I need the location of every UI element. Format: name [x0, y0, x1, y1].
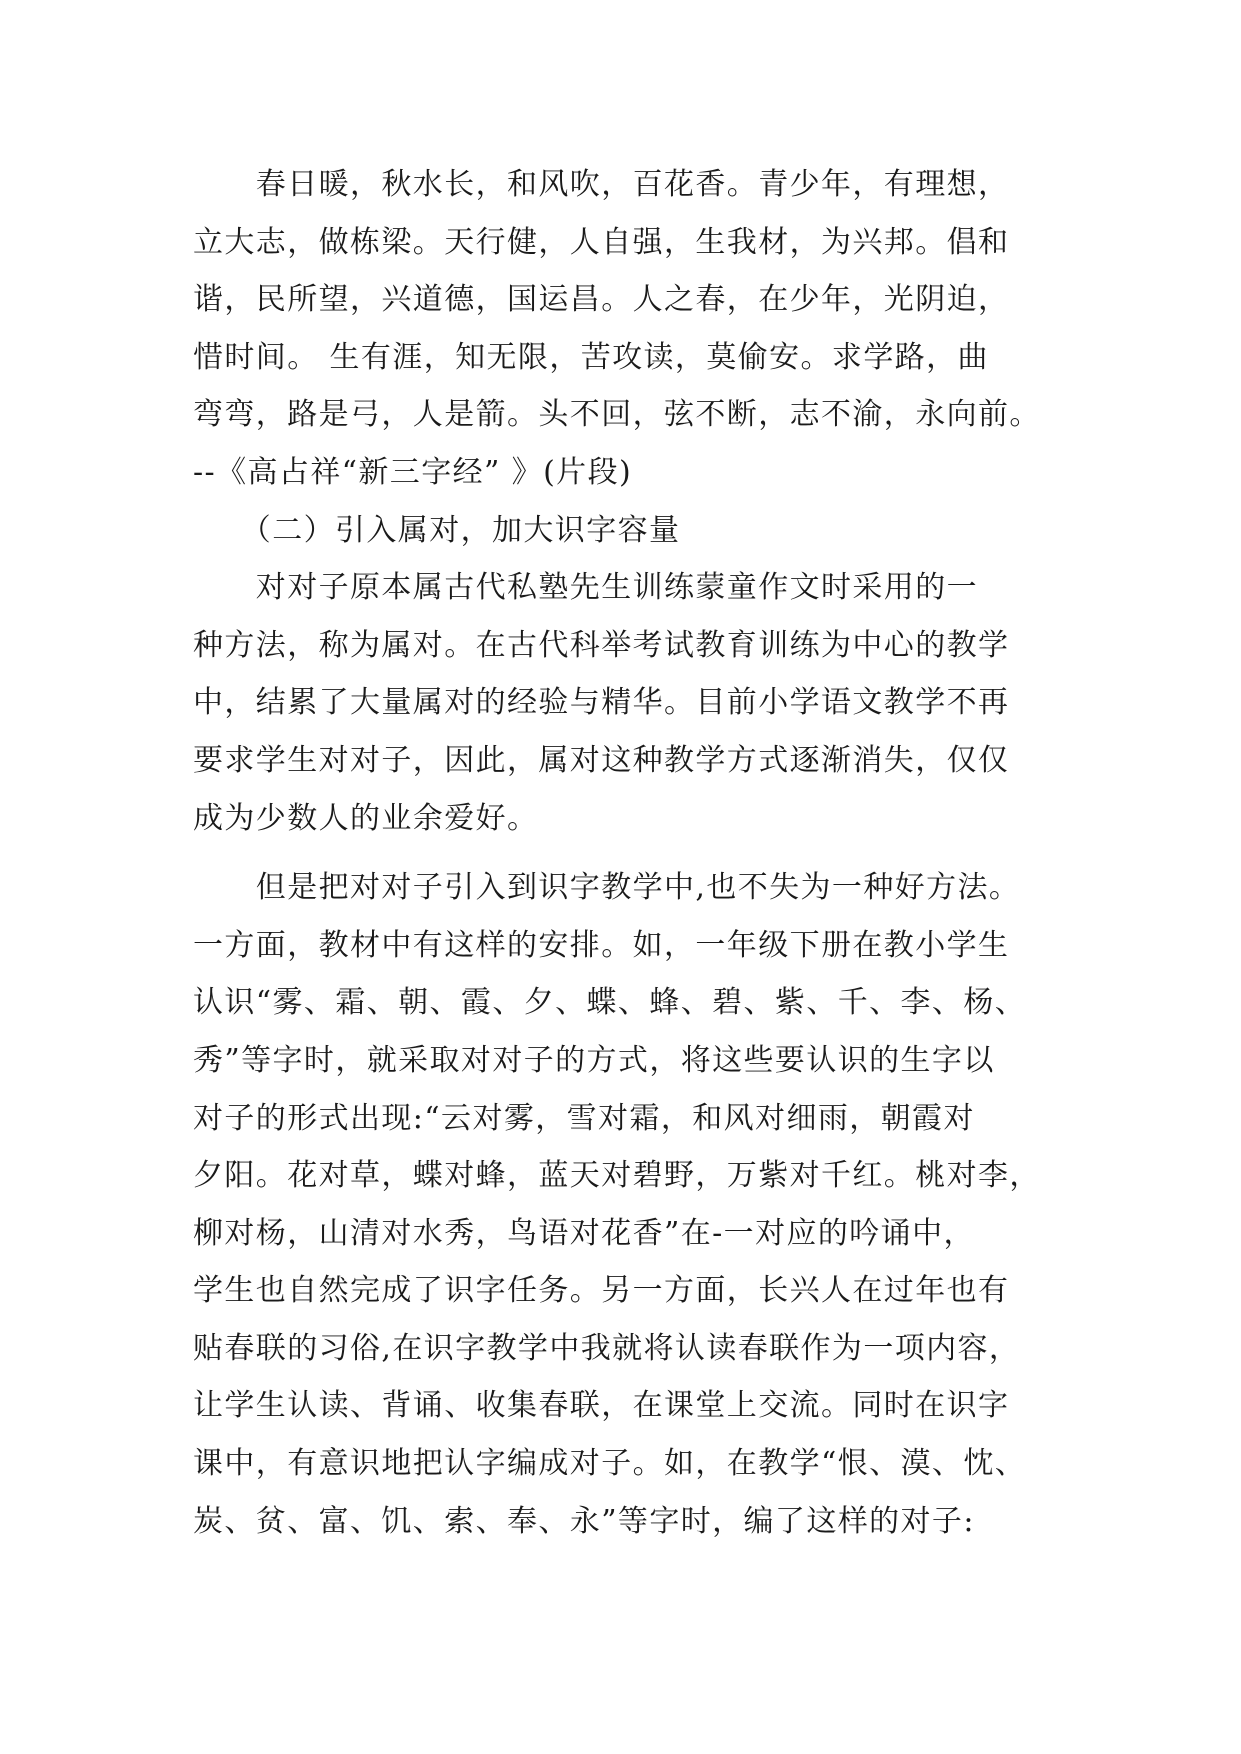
text-line-8: 对对子原本属古代私塾先生训练蒙童作文时采用的一: [193, 570, 978, 606]
text-line-17: 对子的形式出现:“云对雾，雪对霜，和风对细雨，朝霞对: [193, 1100, 975, 1136]
document-body: [193, 156, 1073, 1550]
text-line-10: 中，结累了大量属对的经验与精华。目前小学语文教学不再: [193, 685, 1010, 721]
text-line-20: 学生也自然完成了识字任务。另一方面，长兴人在过年也有: [193, 1273, 1010, 1309]
text-line-9: 种方法，称为属对。在古代科举考试教育训练为中心的教学: [193, 627, 1010, 663]
text-line-22: 让学生认读、背诵、收集春联，在课堂上交流。同时在识字: [193, 1388, 1010, 1424]
text-line-3: 谐，民所望，兴道德，国运昌。人之春，在少年，光阴迫，: [193, 282, 1010, 318]
text-line-1: 春日暖，秋水长，和风吹，百花香。青少年，有理想，: [193, 167, 1010, 202]
text-line-4: 惜时间。 生有涯，知无限，苦攻读，莫偷安。求学路，曲: [193, 339, 989, 375]
text-line-21: 贴春联的习俗,在识字教学中我就将认读春联作为一项内容，: [193, 1330, 1021, 1366]
text-line-13: 但是把对对子引入到识字教学中,也不失为一种好方法。: [193, 870, 1021, 906]
text-line-6: --《高占祥“新三字经” 》(片段): [193, 454, 633, 490]
text-line-24: 炭、贫、富、饥、索、奉、永”等字时，编了这样的对子:: [193, 1503, 975, 1539]
section-heading: （二）引入属对，加大识字容量: [193, 512, 681, 548]
text-line-5: 弯弯，路是弓，人是箭。头不回，弦不断，志不渝，永向前。: [193, 397, 1041, 433]
text-line-2: 立大志，做栋梁。天行健，人自强，生我材，为兴邦。倡和: [193, 224, 1010, 260]
paragraph-gap: [193, 847, 1073, 859]
text-line-18: 夕阳。花对草，蝶对蜂，蓝天对碧野，万紫对千红。桃对李，: [193, 1158, 1041, 1194]
text-line-12: 成为少数人的业余爱好。: [193, 800, 539, 836]
text-line-14: 一方面，教材中有这样的安排。如，一年级下册在教小学生: [193, 927, 1010, 963]
text-line-16: 秀”等字时，就采取对对子的方式，将这些要认识的生字以: [193, 1042, 995, 1078]
text-line-23: 课中，有意识地把认字编成对子。如，在教学“恨、漠、忱、: [193, 1446, 1027, 1482]
text-line-11: 要求学生对对子，因此，属对这种教学方式逐渐消失，仅仅: [193, 742, 1010, 778]
text-line-19: 柳对杨，山清对水秀，鸟语对花香”在-一对应的吟诵中，: [193, 1215, 975, 1251]
text-line-15: 认识“雾、霜、朝、霞、夕、蝶、蜂、碧、紫、千、李、杨、: [193, 985, 1027, 1021]
